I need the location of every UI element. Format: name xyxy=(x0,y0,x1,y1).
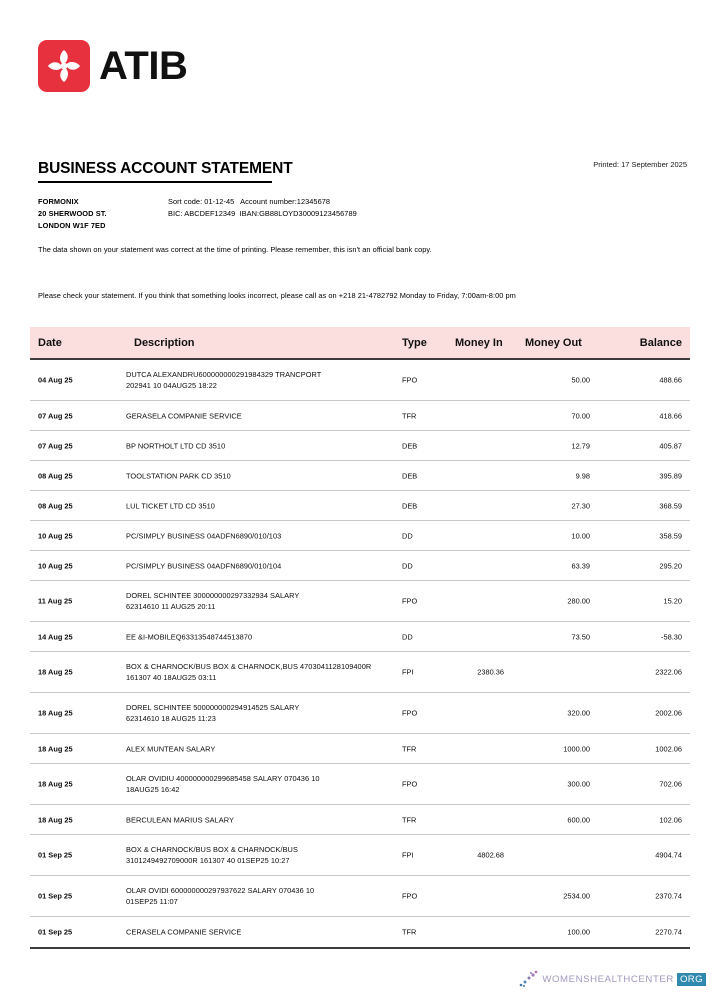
description-line-1: DUTCA ALEXANDRU600000000291984329 TRANCPORT xyxy=(126,369,322,379)
cell-money-out: 2534.00 xyxy=(563,891,590,901)
cell-balance: 2270.74 xyxy=(655,927,682,937)
cell-date: 08 Aug 25 xyxy=(38,470,73,480)
cell-money-out: 9.98 xyxy=(575,470,590,480)
cell-type: FPO xyxy=(402,708,418,718)
cell-type: FPO xyxy=(402,779,418,789)
account-holder-address xyxy=(38,196,107,232)
cell-date: 07 Aug 25 xyxy=(38,440,73,450)
cell-description xyxy=(126,470,396,481)
cell-money-out: 73.50 xyxy=(571,631,590,641)
column-header-money-out: Money Out xyxy=(525,337,582,349)
contact-notice: Please check your statement. If you think that something looks incorrect, please call as on +218 21-4782792 Monday to Friday, 7:00am-8:00 pm xyxy=(38,291,516,300)
description-line-1: ALEX MUNTEAN SALARY xyxy=(126,743,216,753)
description-line-1: TOOLSTATION PARK CD 3510 xyxy=(126,470,231,480)
cell-date: 11 Aug 25 xyxy=(38,596,73,606)
description-line-1: DOREL SCHINTEE 500000000294914525 SALARY xyxy=(126,702,300,712)
watermark-text: WOMENSHEALTHCENTER xyxy=(542,973,674,985)
cell-type: DD xyxy=(402,560,413,570)
account-details xyxy=(168,196,357,220)
cell-description xyxy=(126,500,396,511)
atib-logo-icon xyxy=(38,40,90,92)
cell-money-out: 280.00 xyxy=(567,596,590,606)
cell-money-out: 300.00 xyxy=(567,779,590,789)
column-header-balance: Balance xyxy=(639,337,682,349)
cell-balance: 2370.74 xyxy=(655,891,682,901)
watermark-tag: ORG xyxy=(677,973,706,986)
cell-date: 01 Sep 25 xyxy=(38,891,73,901)
description-line-1: GERASELA COMPANIE SERVICE xyxy=(126,410,242,420)
cell-description xyxy=(126,814,396,825)
description-line-1: OLAR OVIDIU 400000000299685458 SALARY 070436 10 xyxy=(126,773,320,783)
cell-description xyxy=(126,560,396,571)
cell-type: DEB xyxy=(402,440,418,450)
cell-description xyxy=(126,530,396,541)
table-row xyxy=(30,551,690,581)
cell-type: TFR xyxy=(402,410,417,420)
cell-money-in: 4802.68 xyxy=(477,850,504,860)
cell-type: DD xyxy=(402,631,413,641)
cell-type: DEB xyxy=(402,470,418,480)
cell-description xyxy=(126,410,396,421)
cell-description xyxy=(126,885,396,907)
table-row xyxy=(30,622,690,652)
table-row xyxy=(30,581,690,622)
cell-description xyxy=(126,702,396,724)
cell-money-out: 70.00 xyxy=(571,410,590,420)
cell-money-out: 27.30 xyxy=(571,500,590,510)
holder-name: FORMONIX xyxy=(38,197,79,206)
cell-description xyxy=(126,440,396,451)
cell-balance: 702.06 xyxy=(659,779,682,789)
cell-type: FPO xyxy=(402,375,418,385)
holder-city: LONDON W1F 7ED xyxy=(38,220,106,230)
cell-balance: 405.87 xyxy=(659,440,682,450)
cell-money-out: 63.39 xyxy=(571,560,590,570)
cell-balance: 15.20 xyxy=(663,596,682,606)
cell-balance: 488.66 xyxy=(659,375,682,385)
cell-balance: 2002.06 xyxy=(655,708,682,718)
sort-code-and-account-number: Sort code: 01-12-45 Account number:12345678 xyxy=(168,197,331,206)
cell-type: TFR xyxy=(402,927,417,937)
cell-type: FPI xyxy=(402,667,414,677)
description-line-2: 62314610 18 AUG25 11:23 xyxy=(126,714,216,723)
table-row xyxy=(30,431,690,461)
cell-balance: 102.06 xyxy=(659,814,682,824)
brand-logo xyxy=(38,40,187,92)
cell-money-out: 320.00 xyxy=(567,708,590,718)
print-accuracy-notice: The data shown on your statement was correct at the time of printing. Please remember, this isn't an official bank copy. xyxy=(38,245,432,254)
cell-balance: 2322.06 xyxy=(655,667,682,677)
description-line-1: PC/SIMPLY BUSINESS 04ADFN6890/010/104 xyxy=(126,560,282,570)
cell-money-out: 100.00 xyxy=(567,927,590,937)
description-line-1: BERCULEAN MARIUS SALARY xyxy=(126,814,234,824)
cell-description xyxy=(126,590,396,612)
table-row xyxy=(30,491,690,521)
table-row xyxy=(30,805,690,835)
description-line-1: LUL TICKET LTD CD 3510 xyxy=(126,500,215,510)
cell-type: DD xyxy=(402,530,413,540)
description-line-2: 161307 40 18AUG25 03:11 xyxy=(126,673,217,682)
cell-description xyxy=(126,661,396,683)
cell-date: 08 Aug 25 xyxy=(38,500,73,510)
column-header-money-in: Money In xyxy=(455,337,503,349)
description-line-2: 01SEP25 11:07 xyxy=(126,897,178,906)
cell-date: 01 Sep 25 xyxy=(38,927,73,937)
cell-balance: -58.30 xyxy=(661,631,682,641)
cell-balance: 368.59 xyxy=(659,500,682,510)
holder-street: 20 SHERWOOD ST. xyxy=(38,208,107,218)
cell-description xyxy=(126,926,396,937)
cell-money-out: 1000.00 xyxy=(563,743,590,753)
cell-balance: 395.89 xyxy=(659,470,682,480)
cell-money-out: 600.00 xyxy=(567,814,590,824)
description-line-1: BP NORTHOLT LTD CD 3510 xyxy=(126,440,226,450)
cell-balance: 358.59 xyxy=(659,530,682,540)
cell-date: 07 Aug 25 xyxy=(38,410,73,420)
table-row xyxy=(30,876,690,917)
cell-type: FPO xyxy=(402,891,418,901)
table-row xyxy=(30,835,690,876)
table-row xyxy=(30,521,690,551)
description-line-1: CERASELA COMPANIE SERVICE xyxy=(126,927,242,937)
description-line-2: 18AUG25 16:42 xyxy=(126,785,180,794)
cell-money-out: 10.00 xyxy=(571,530,590,540)
table-row xyxy=(30,461,690,491)
cell-date: 10 Aug 25 xyxy=(38,560,73,570)
cell-type: DEB xyxy=(402,500,418,510)
cell-date: 10 Aug 25 xyxy=(38,530,73,540)
cell-date: 04 Aug 25 xyxy=(38,375,73,385)
cell-type: FPI xyxy=(402,850,414,860)
column-header-description: Description xyxy=(134,337,195,349)
table-row xyxy=(30,360,690,401)
cell-balance: 418.66 xyxy=(659,410,682,420)
cell-money-out: 50.00 xyxy=(571,375,590,385)
description-line-1: BOX & CHARNOCK/BUS BOX & CHARNOCK/BUS xyxy=(126,844,298,854)
cell-type: TFR xyxy=(402,814,417,824)
table-row xyxy=(30,693,690,734)
cell-date: 18 Aug 25 xyxy=(38,708,73,718)
cell-type: FPO xyxy=(402,596,418,606)
cell-balance: 295.20 xyxy=(659,560,682,570)
description-line-1: DOREL SCHINTEE 300000000297332934 SALARY xyxy=(126,590,300,600)
table-row xyxy=(30,401,690,431)
cell-description xyxy=(126,369,396,391)
description-line-2: 3101249492709000R 161307 40 01SEP25 10:27 xyxy=(126,856,290,865)
footer-watermark xyxy=(518,970,706,988)
description-line-2: 62314610 11 AUG25 20:11 xyxy=(126,602,216,611)
cell-description xyxy=(126,743,396,754)
brand-name: ATIB xyxy=(99,44,188,88)
cell-money-out: 12.79 xyxy=(571,440,590,450)
transactions-table xyxy=(30,327,690,949)
table-header-row xyxy=(30,327,690,360)
cell-description xyxy=(126,844,396,866)
table-row xyxy=(30,652,690,693)
title-underline xyxy=(38,181,272,183)
cell-balance: 1002.06 xyxy=(655,743,682,753)
page-title: BUSINESS ACCOUNT STATEMENT xyxy=(38,160,293,177)
cell-date: 18 Aug 25 xyxy=(38,779,73,789)
cell-date: 18 Aug 25 xyxy=(38,814,73,824)
cell-balance: 4904.74 xyxy=(655,850,682,860)
description-line-1: BOX & CHARNOCK/BUS BOX & CHARNOCK,BUS 4703041128109400R xyxy=(126,661,372,671)
table-row xyxy=(30,917,690,947)
printed-date: Printed: 17 September 2025 xyxy=(593,160,687,169)
description-line-1: OLAR OVIDI 600000000297937622 SALARY 070436 10 xyxy=(126,885,315,895)
cell-type: TFR xyxy=(402,743,417,753)
cell-date: 14 Aug 25 xyxy=(38,631,73,641)
cell-money-in: 2380.36 xyxy=(477,667,504,677)
column-header-date: Date xyxy=(38,337,62,349)
cell-date: 01 Sep 25 xyxy=(38,850,73,860)
cell-description xyxy=(126,773,396,795)
cell-date: 18 Aug 25 xyxy=(38,667,73,677)
table-body xyxy=(30,360,690,949)
description-line-1: EE &I-MOBILEQ63313548744513870 xyxy=(126,631,253,641)
description-line-1: PC/SIMPLY BUSINESS 04ADFN6890/010/103 xyxy=(126,530,282,540)
column-header-type: Type xyxy=(402,337,427,349)
dots-icon xyxy=(518,970,540,988)
description-line-2: 202941 10 04AUG25 18:22 xyxy=(126,381,217,390)
bic-and-iban: BIC: ABCDEF12349 IBAN:GB88LOYD30009123456789 xyxy=(168,208,357,218)
cell-description xyxy=(126,631,396,642)
cell-date: 18 Aug 25 xyxy=(38,743,73,753)
table-row xyxy=(30,734,690,764)
table-row xyxy=(30,764,690,805)
